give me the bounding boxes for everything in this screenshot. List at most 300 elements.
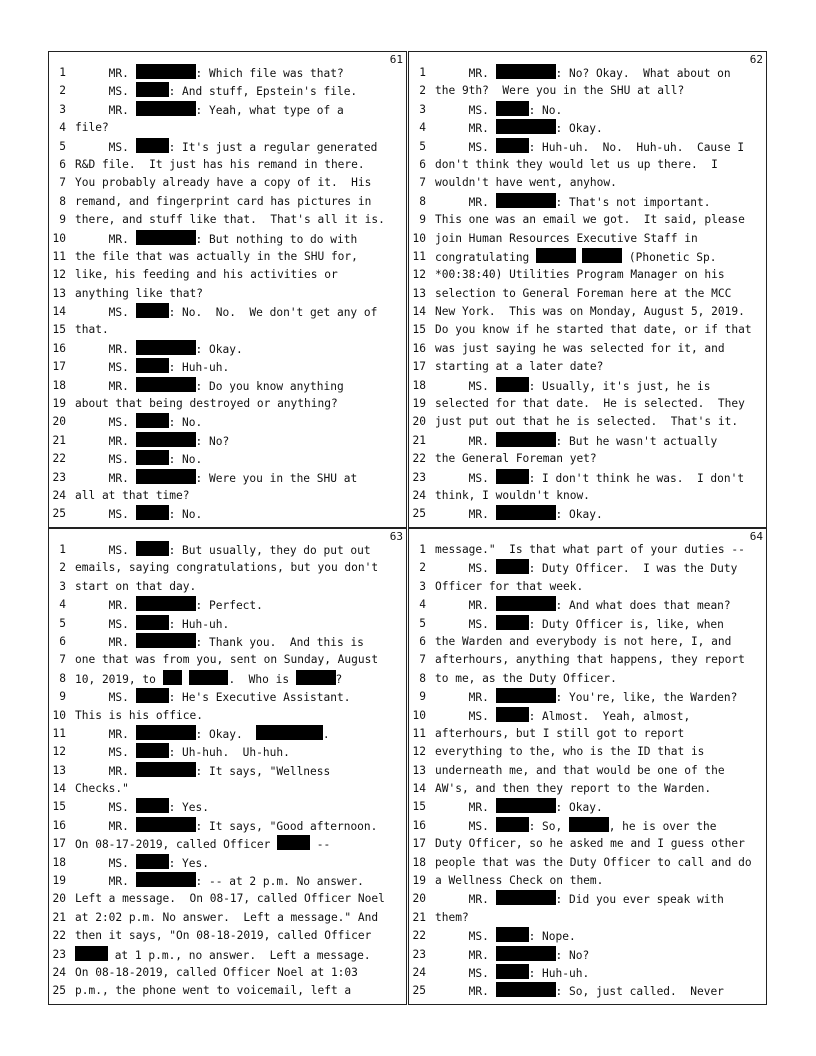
text-segment: : Do you know anything xyxy=(195,379,344,393)
text-segment: anything like that? xyxy=(75,286,203,300)
line-text xyxy=(75,541,404,560)
line-text xyxy=(75,707,404,725)
line-number: 14 xyxy=(412,305,426,319)
transcript-line xyxy=(409,615,766,633)
line-text xyxy=(435,413,764,431)
line-text xyxy=(435,688,764,707)
redaction-block xyxy=(189,670,229,685)
line-number: 16 xyxy=(412,341,426,355)
transcript-line xyxy=(49,193,406,211)
line-text xyxy=(435,670,764,688)
text-segment: MS. xyxy=(435,140,496,154)
text-segment: MR. xyxy=(75,67,136,80)
text-segment: that. xyxy=(75,323,109,337)
text-segment: MS. xyxy=(75,544,136,557)
line-number: 25 xyxy=(412,507,426,521)
redaction-block xyxy=(496,707,529,722)
redaction-block xyxy=(496,559,529,574)
line-number: 24 xyxy=(412,488,426,502)
line-number: 16 xyxy=(52,341,66,355)
redaction-block xyxy=(75,946,108,961)
line-text xyxy=(435,596,764,615)
text-segment: at 2:02 p.m. No answer. Left a message." And xyxy=(75,910,379,924)
transcript-line xyxy=(409,854,766,872)
text-segment: MS. xyxy=(435,819,496,833)
line-text xyxy=(75,469,404,488)
text-segment: *00:38:40) Utilities Program Manager on his xyxy=(435,268,725,282)
line-text xyxy=(435,946,764,965)
line-text xyxy=(75,266,404,284)
text-segment: like, his feeding and his activities or xyxy=(75,268,338,282)
line-text xyxy=(75,174,404,192)
transcript-line xyxy=(49,487,406,505)
line-number: 22 xyxy=(412,452,426,466)
line-text xyxy=(75,817,404,836)
text-segment: : No? xyxy=(195,434,230,448)
redaction-block xyxy=(136,358,169,373)
text-segment: message." Is that what part of your duties -- xyxy=(435,543,745,556)
line-text xyxy=(435,890,764,909)
text-segment: MR. xyxy=(435,985,496,999)
transcript-line xyxy=(49,321,406,339)
line-text xyxy=(75,101,404,120)
line-text xyxy=(435,230,764,248)
line-number: 7 xyxy=(59,176,66,190)
line-number: 15 xyxy=(412,323,426,337)
line-text xyxy=(75,156,404,174)
line-number: 2 xyxy=(419,561,426,575)
line-text xyxy=(75,927,404,945)
text-segment: there, and stuff like that. That's all it is. xyxy=(75,213,385,227)
text-segment: : But usually, they do put out xyxy=(168,544,371,557)
line-text xyxy=(75,651,404,669)
line-text xyxy=(435,487,764,505)
redaction-block xyxy=(496,927,529,942)
line-number: 10 xyxy=(412,231,426,245)
text-segment: -- xyxy=(310,838,331,852)
line-number: 19 xyxy=(52,874,66,888)
redaction-block xyxy=(136,596,196,611)
transcript-line xyxy=(409,321,766,339)
transcript-line xyxy=(409,174,766,192)
transcript-line xyxy=(49,377,406,395)
transcript-line xyxy=(49,469,406,487)
line-text xyxy=(435,725,764,743)
line-text xyxy=(435,469,764,488)
text-segment: one that was from you, sent on Sunday, August xyxy=(75,653,379,667)
text-segment: AW's, and then they report to the Warden. xyxy=(435,782,712,796)
text-segment: : Yeah, what type of a xyxy=(195,103,344,117)
text-segment: : Okay. xyxy=(555,801,603,815)
text-segment: Officer for that week. xyxy=(435,579,584,593)
text-segment: : You're, like, the Warden? xyxy=(555,691,738,705)
transcript-line xyxy=(49,395,406,413)
line-number: 23 xyxy=(52,947,66,961)
line-text xyxy=(435,798,764,817)
text-segment: : But he wasn't actually xyxy=(555,434,718,448)
transcript-line xyxy=(409,138,766,156)
transcript-line xyxy=(409,541,766,559)
line-number: 20 xyxy=(412,892,426,906)
line-text xyxy=(75,321,404,339)
line-text xyxy=(75,211,404,229)
text-segment: : Huh-uh. No. Huh-uh. Cause I xyxy=(528,140,745,154)
text-segment: MR. xyxy=(435,122,496,136)
redaction-block xyxy=(496,596,556,611)
text-segment: : Huh-uh. xyxy=(168,361,230,375)
line-number: 7 xyxy=(59,653,66,667)
text-segment: selected for that date. He is selected. They xyxy=(435,397,745,411)
line-number: 7 xyxy=(419,653,426,667)
transcript-line xyxy=(49,174,406,192)
transcript-lines xyxy=(409,64,766,524)
redaction-block xyxy=(136,762,196,777)
redaction-block xyxy=(256,725,323,740)
line-text xyxy=(75,872,404,891)
line-text xyxy=(75,762,404,781)
line-text xyxy=(75,670,404,689)
redaction-block xyxy=(496,964,529,979)
transcript-line xyxy=(49,872,406,890)
text-segment: underneath me, and that would be one of the xyxy=(435,763,725,777)
transcript-line xyxy=(49,890,406,908)
line-number: 5 xyxy=(59,139,66,153)
line-text xyxy=(75,230,404,249)
transcript-line xyxy=(409,285,766,303)
text-segment: : Which file was that? xyxy=(195,67,344,80)
redaction-block xyxy=(136,377,196,392)
text-segment: : So, xyxy=(528,819,569,833)
line-text xyxy=(435,633,764,651)
line-text xyxy=(435,303,764,321)
line-text xyxy=(435,982,764,1001)
line-text xyxy=(75,835,404,854)
line-text xyxy=(435,651,764,669)
transcript-line xyxy=(49,450,406,468)
transcript-line xyxy=(409,725,766,743)
text-segment: MS. xyxy=(75,508,136,522)
text-segment: : Yes. xyxy=(168,856,209,870)
text-segment: (Phonetic Sp. xyxy=(622,250,717,264)
redaction-block xyxy=(136,541,169,556)
line-number: 10 xyxy=(412,708,426,722)
text-segment: then it says, "On 08-18-2019, called Officer xyxy=(75,929,372,943)
transcript-line xyxy=(49,596,406,614)
line-number: 2 xyxy=(59,561,66,575)
text-segment: MR. xyxy=(435,948,496,962)
redaction-block xyxy=(496,193,556,208)
line-text xyxy=(435,780,764,798)
transcript-line xyxy=(409,211,766,229)
text-segment: : It says, "Wellness xyxy=(195,764,331,778)
transcript-line xyxy=(49,909,406,927)
redaction-block xyxy=(136,138,169,153)
text-segment: them? xyxy=(435,910,469,924)
line-text xyxy=(435,707,764,726)
line-number: 25 xyxy=(52,507,66,521)
transcript-line xyxy=(49,670,406,688)
transcript-line xyxy=(409,670,766,688)
text-segment: : So, just called. Never xyxy=(555,985,724,999)
line-text xyxy=(75,890,404,908)
transcript-line xyxy=(409,450,766,468)
line-text xyxy=(435,762,764,780)
transcript-line xyxy=(49,119,406,137)
transcript-line xyxy=(49,688,406,706)
text-segment: MR. xyxy=(75,819,136,833)
text-segment: : Yes. xyxy=(168,801,209,815)
redaction-block xyxy=(136,230,196,245)
transcript-line xyxy=(409,743,766,761)
transcript-line xyxy=(409,340,766,358)
transcript-line xyxy=(409,248,766,266)
text-segment: New York. This was on Monday, August 5, 2019. xyxy=(435,305,745,319)
text-segment: MR. xyxy=(75,764,136,778)
transcript-sheet xyxy=(48,51,767,1005)
text-segment: starting at a later date? xyxy=(435,360,604,374)
transcript-line xyxy=(409,559,766,577)
transcript-line xyxy=(409,358,766,376)
text-segment: MS. xyxy=(75,746,136,760)
text-segment: MR. xyxy=(435,195,496,209)
transcript-line xyxy=(409,230,766,248)
line-number: 8 xyxy=(419,671,426,685)
text-segment: MS. xyxy=(435,617,496,631)
line-number: 15 xyxy=(52,323,66,337)
line-number: 19 xyxy=(52,397,66,411)
transcript-line xyxy=(409,651,766,669)
transcript-line xyxy=(49,505,406,523)
text-segment: afterhours, but I still got to report xyxy=(435,726,685,740)
text-segment: the General Foreman yet? xyxy=(435,452,597,466)
line-number: 18 xyxy=(412,855,426,869)
line-number: 19 xyxy=(412,874,426,888)
line-text xyxy=(75,615,404,634)
line-text xyxy=(435,321,764,339)
transcript-line xyxy=(409,377,766,395)
transcript-line xyxy=(409,266,766,284)
text-segment: : Okay. xyxy=(555,508,603,522)
redaction-block xyxy=(496,688,556,703)
line-number: 21 xyxy=(412,433,426,447)
transcript-line xyxy=(409,780,766,798)
page-number: 64 xyxy=(749,530,763,543)
text-segment: R&D file. It just has his remand in there. xyxy=(75,157,365,171)
transcript-line xyxy=(49,64,406,82)
line-text xyxy=(75,450,404,469)
text-segment: : But nothing to do with xyxy=(195,232,358,246)
text-segment: MS. xyxy=(435,471,496,485)
line-number: 10 xyxy=(52,231,66,245)
redaction-block xyxy=(136,817,196,832)
line-number: 9 xyxy=(419,213,426,227)
text-segment: MS. xyxy=(75,85,136,99)
text-segment: Left a message. On 08-17, called Officer Noel xyxy=(75,892,385,906)
line-number: 17 xyxy=(412,360,426,374)
text-segment: : No? Okay. What about on xyxy=(555,67,731,80)
text-segment: MR. xyxy=(75,103,136,117)
text-segment: congratulating xyxy=(435,250,537,264)
transcript-line xyxy=(409,395,766,413)
transcript-line xyxy=(49,817,406,835)
transcript-page xyxy=(48,528,407,1005)
text-segment: MS. xyxy=(435,709,496,723)
text-segment: file? xyxy=(75,121,109,135)
text-segment: This is his office. xyxy=(75,708,203,722)
text-segment: MS. xyxy=(75,140,136,154)
redaction-block xyxy=(136,798,169,813)
redaction-block xyxy=(496,377,529,392)
line-text xyxy=(435,285,764,303)
text-segment: : Huh-uh. xyxy=(528,966,590,980)
text-segment: MR. xyxy=(75,875,136,889)
text-segment: wouldn't have went, anyhow. xyxy=(435,176,617,190)
line-text xyxy=(75,909,404,927)
text-segment: : No. xyxy=(168,416,203,430)
line-text xyxy=(75,798,404,817)
transcript-line xyxy=(409,469,766,487)
line-number: 24 xyxy=(52,488,66,502)
text-segment: : Uh-huh. Uh-huh. xyxy=(168,746,290,760)
transcript-line xyxy=(409,413,766,431)
transcript-line xyxy=(49,303,406,321)
redaction-block xyxy=(496,138,529,153)
line-text xyxy=(75,432,404,451)
line-number: 24 xyxy=(412,965,426,979)
line-number: 22 xyxy=(412,929,426,943)
line-text xyxy=(435,193,764,212)
line-number: 12 xyxy=(52,745,66,759)
text-segment: : Perfect. xyxy=(195,599,263,613)
text-segment: Duty Officer, so he asked me and I guess other xyxy=(435,837,745,851)
text-segment: : Duty Officer is, like, when xyxy=(528,617,724,631)
line-text xyxy=(435,266,764,284)
text-segment: was just saying he was selected for it, and xyxy=(435,341,725,355)
line-number: 17 xyxy=(52,360,66,374)
redaction-block xyxy=(496,798,556,813)
text-segment: MR. xyxy=(75,232,136,246)
text-segment: MR. xyxy=(435,801,496,815)
text-segment: MS. xyxy=(435,103,496,117)
text-segment: start on that day. xyxy=(75,579,197,593)
line-number: 11 xyxy=(52,249,66,263)
line-number: 1 xyxy=(59,543,66,556)
redaction-block xyxy=(136,872,196,887)
redaction-block xyxy=(496,469,529,484)
text-segment: MS. xyxy=(435,930,496,944)
text-segment: MR. xyxy=(75,471,136,485)
text-segment: at 1 p.m., no answer. Left a message. xyxy=(107,948,371,962)
transcript-line xyxy=(49,964,406,982)
line-text xyxy=(75,413,404,432)
transcript-line xyxy=(49,927,406,945)
transcript-line xyxy=(409,964,766,982)
line-text xyxy=(75,340,404,359)
text-segment: This one was an email we got. It said, please xyxy=(435,213,745,227)
text-segment: MS. xyxy=(75,361,136,375)
line-text xyxy=(75,248,404,266)
transcript-line xyxy=(49,707,406,725)
transcript-line xyxy=(49,358,406,376)
page-number: 61 xyxy=(389,53,403,66)
line-text xyxy=(435,101,764,120)
text-segment: : No. No. We don't get any of xyxy=(168,306,378,320)
text-segment: : Usually, it's just, he is xyxy=(528,379,711,393)
text-segment: . xyxy=(322,727,330,741)
line-number: 3 xyxy=(419,579,426,593)
line-text xyxy=(435,817,764,836)
line-text xyxy=(435,541,764,559)
transcript-line xyxy=(49,854,406,872)
text-segment: don't think they would let us up there. I xyxy=(435,157,718,171)
transcript-page xyxy=(408,51,767,528)
line-text xyxy=(435,872,764,890)
text-segment: : Okay. xyxy=(555,122,603,136)
transcript-line xyxy=(49,743,406,761)
line-text xyxy=(435,927,764,946)
line-text xyxy=(75,596,404,615)
text-segment: : It says, "Good afternoon. xyxy=(195,819,378,833)
line-number: 9 xyxy=(59,690,66,704)
transcript-line xyxy=(409,927,766,945)
transcript-line xyxy=(49,156,406,174)
text-segment: MR. xyxy=(435,599,496,613)
line-number: 16 xyxy=(412,818,426,832)
redaction-block xyxy=(296,670,336,685)
transcript-line xyxy=(49,946,406,964)
line-number: 7 xyxy=(419,176,426,190)
line-number: 20 xyxy=(52,892,66,906)
text-segment: afterhours, anything that happens, they report xyxy=(435,653,745,667)
text-segment: MR. xyxy=(75,434,136,448)
text-segment: : Okay. xyxy=(195,727,257,741)
text-segment: You probably already have a copy of it. His xyxy=(75,176,372,190)
redaction-block xyxy=(136,101,196,116)
text-segment: MS. xyxy=(435,562,496,576)
line-number: 25 xyxy=(52,984,66,998)
transcript-page xyxy=(48,51,407,528)
transcript-line xyxy=(409,505,766,523)
text-segment: just put out that he is selected. That's it. xyxy=(435,415,739,429)
line-number: 18 xyxy=(52,378,66,392)
redaction-block xyxy=(496,505,556,520)
line-text xyxy=(75,854,404,873)
text-segment: about that being destroyed or anything? xyxy=(75,397,338,411)
line-number: 23 xyxy=(412,470,426,484)
line-number: 1 xyxy=(419,66,426,79)
transcript-line xyxy=(49,578,406,596)
text-segment: MR. xyxy=(435,67,496,80)
text-segment: : And stuff, Epstein's file. xyxy=(168,85,358,99)
transcript-line xyxy=(409,835,766,853)
line-text xyxy=(435,505,764,524)
line-text xyxy=(435,64,764,83)
redaction-block xyxy=(496,982,556,997)
transcript-line xyxy=(49,725,406,743)
line-number: 14 xyxy=(52,782,66,796)
text-segment: MS. xyxy=(75,416,136,430)
redaction-block xyxy=(136,743,169,758)
line-text xyxy=(75,633,404,652)
line-text xyxy=(435,248,764,267)
text-segment: MR. xyxy=(435,508,496,522)
text-segment: : Duty Officer. I was the Duty xyxy=(528,562,738,576)
text-segment: people that was the Duty Officer to call and do xyxy=(435,855,752,869)
transcript-line xyxy=(409,596,766,614)
text-segment: 10, 2019, to xyxy=(75,672,163,686)
text-segment: ? xyxy=(335,672,343,686)
transcript-line xyxy=(409,432,766,450)
